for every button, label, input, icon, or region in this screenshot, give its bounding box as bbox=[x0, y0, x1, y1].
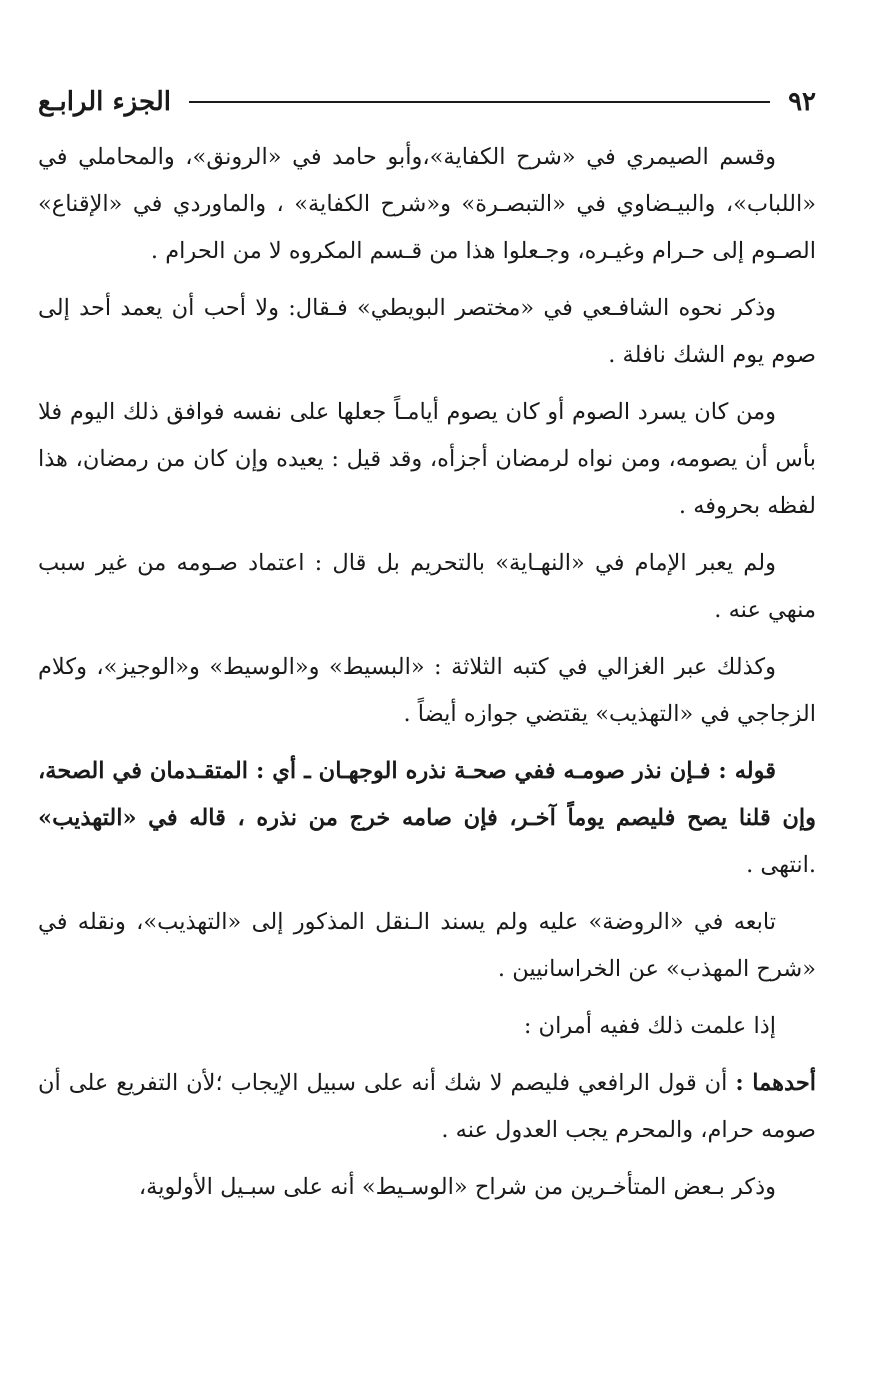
body-text bbox=[38, 134, 816, 1221]
paragraph: تابعه في «الروضة» عليه ولم يسند الـنقل المذكور إلى «التهذيب»، ونقله في «شرح المهذب» عن الخراسانيين . bbox=[38, 909, 816, 982]
paragraph: إذا علمت ذلك ففيه أمران : bbox=[523, 1013, 776, 1039]
statement-bold-text: قوله : فـإن نذر صومـه ففي صحـة نذره الوجهـان ـ أي : المتقـدمان في الصحة، وإن قلنا يصح فليصم يوماً آخـر، فإن صامه خرج من نذره ، قاله في «التهذيب» bbox=[38, 758, 816, 831]
paragraph: وكذلك عبر الغزالي في كتبه الثلاثة : «البسيط» و«الوسيط» و«الوجيز»، وكلام الزجاجي في «التهذيب» يقتضي جوازه أيضاً . bbox=[38, 654, 816, 727]
running-title: الجزء الرابـع bbox=[38, 87, 171, 117]
paragraph: وذكر نحوه الشافـعي في «مختصر البويطي» فـقال: ولا أحب أن يعمد أحد إلى صوم يوم الشك نافلة . bbox=[38, 295, 816, 368]
page-header bbox=[38, 80, 816, 124]
paragraph: وذكر بـعض المتأخـرين من شراح «الوسـيط» أنه على سبـيل الأولوية، bbox=[138, 1174, 776, 1200]
paragraph: ولم يعبر الإمام في «النهـاية» بالتحريم بل قال : اعتماد صـومه من غير سبب منهي عنه . bbox=[38, 550, 816, 623]
paragraph-first-matter bbox=[38, 1060, 816, 1154]
first-matter-heading: أحدهما : bbox=[735, 1070, 816, 1096]
first-matter-text: أن قول الرافعي فليصم لا شك أنه على سبيل الإيجاب ؛لأن التفريع على أن صومه حرام، والمحرم يجب العدول عنه . bbox=[38, 1070, 816, 1143]
quoted-statement bbox=[38, 748, 816, 889]
page-number: ٩٢ bbox=[788, 87, 816, 117]
statement-tail: .انتهى . bbox=[746, 852, 816, 878]
header-rule bbox=[189, 101, 770, 103]
paragraph: وقسم الصيمري في «شرح الكفاية»،وأبو حامد في «الرونق»، والمحاملي في «اللباب»، والبيـضاوي في «التبصـرة» و«شرح الكفاية» ، والماوردي في «الإقناع» الصـوم إلى حـرام وغيـره، وجـعلوا هذا من قـسم المكروه لا من الحرام . bbox=[38, 144, 816, 264]
paragraph: ومن كان يسرد الصوم أو كان يصوم أيامـاً جعلها على نفسه فوافق ذلك اليوم فلا بأس أن يصومه، ومن نواه لرمضان أجزأه، وقد قيل : يعيده وإن كان من رمضان، هذا لفظه بحروفه . bbox=[38, 399, 816, 519]
